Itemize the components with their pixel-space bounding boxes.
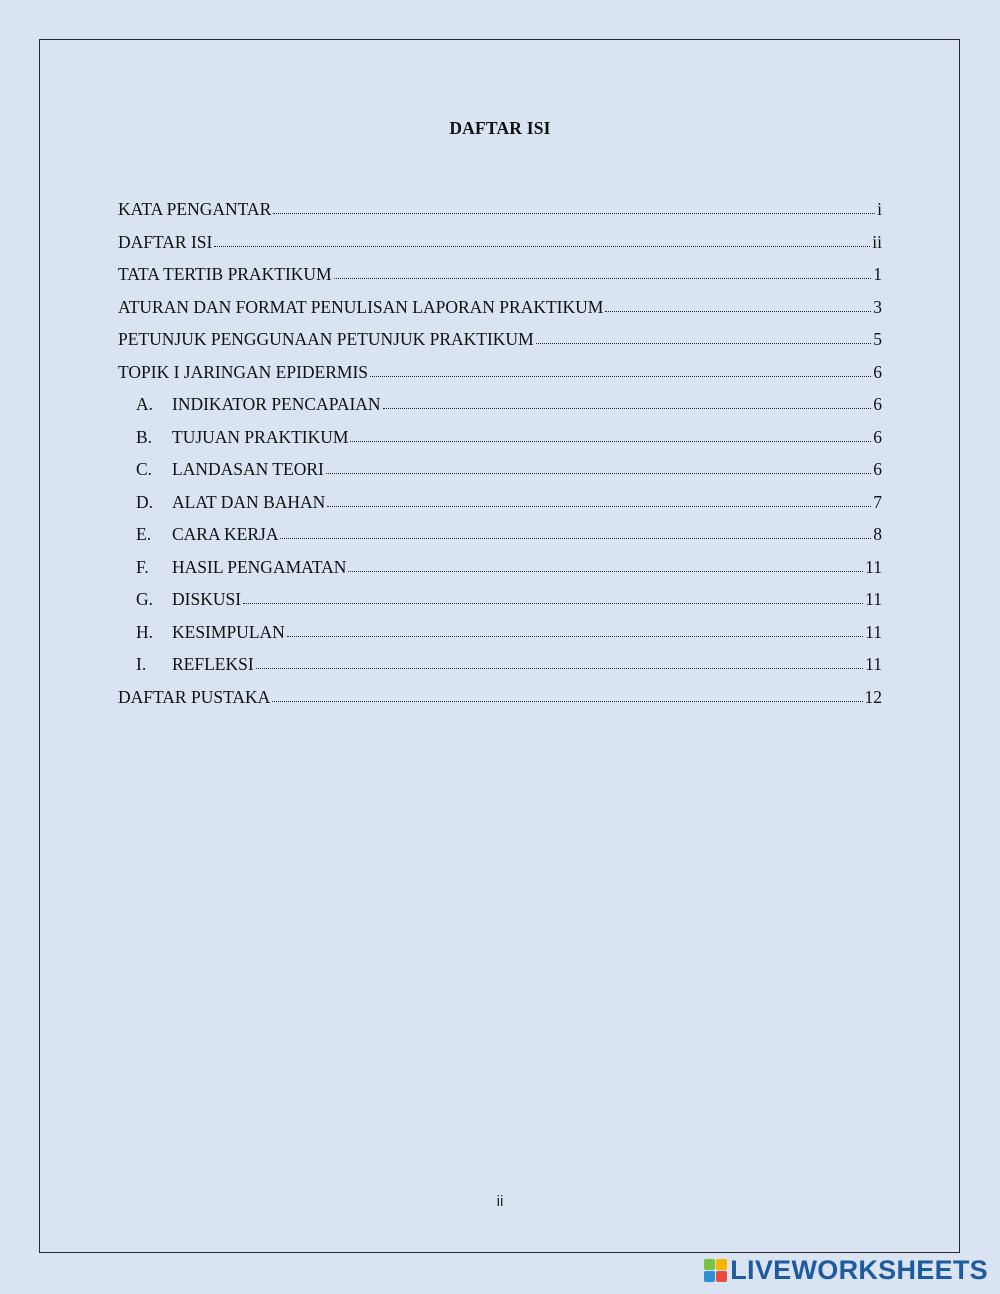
toc-entry[interactable] [118,618,882,651]
toc-entry-title: CARA KERJA [172,524,279,544]
toc-entry-letter: E. [136,524,152,544]
toc-dot-leader [243,589,863,605]
toc-entry[interactable] [118,293,882,326]
toc-dot-leader [605,297,871,313]
toc-entry[interactable] [118,358,882,391]
toc-entry-title: REFLEKSI [172,654,254,674]
toc-entry[interactable] [118,423,882,456]
toc-entry-title: PETUNJUK PENGGUNAAN PETUNJUK PRAKTIKUM [118,329,534,349]
toc-entry-title: KATA PENGANTAR [118,199,272,219]
toc-dot-leader [370,362,871,378]
toc-entry-page: 6 [873,361,882,382]
toc-entry-page: 11 [865,654,882,674]
toc-entry[interactable] [118,390,882,423]
toc-dot-leader [383,394,872,410]
toc-entry-title: TOPIK I JARINGAN EPIDERMIS [118,361,369,382]
toc-dot-leader [272,687,862,703]
toc-entry-title: DAFTAR PUSTAKA [118,686,271,707]
toc-dot-leader [350,427,871,443]
toc-entry[interactable] [118,585,882,618]
toc-entry-title: KESIMPULAN [172,621,285,642]
toc-entry-page: 8 [873,524,882,544]
toc-entry-letter: B. [136,426,153,447]
table-of-contents [118,195,882,715]
toc-entry-page: 6 [873,426,882,447]
toc-dot-leader [334,264,872,280]
toc-entry-page: 7 [873,491,882,512]
toc-entry[interactable] [118,650,882,683]
logo-square-l [704,1259,715,1270]
toc-entry-letter: H. [136,621,154,642]
toc-entry-title: TATA TERTIB PRAKTIKUM [118,264,332,284]
toc-dot-leader [280,524,871,540]
logo-square-e [716,1271,727,1282]
toc-entry[interactable] [118,520,882,553]
toc-dot-leader [256,654,863,670]
liveworksheets-logo[interactable] [704,1255,988,1285]
toc-entry-page: 5 [873,329,882,349]
brand-name: LIVEWORKSHEETS [730,1255,988,1285]
toc-entry[interactable] [118,325,882,358]
toc-entry[interactable] [118,455,882,488]
toc-entry-page: 1 [873,264,882,284]
toc-entry-page: 6 [873,459,882,479]
logo-square-i [716,1259,727,1270]
toc-entry-title: DAFTAR ISI [118,231,213,252]
toc-entry-page: 3 [873,296,882,317]
toc-entry-letter: C. [136,459,153,479]
toc-entry-page: 11 [865,589,882,609]
toc-dot-leader [536,329,872,345]
toc-entry[interactable] [118,553,882,586]
toc-entry-title: LANDASAN TEORI [172,459,324,479]
toc-entry[interactable] [118,228,882,261]
toc-entry-letter: D. [136,491,154,512]
toc-entry-page: ii [872,231,882,252]
toc-entry-letter: F. [136,556,149,577]
toc-entry-title: HASIL PENGAMATAN [172,556,347,577]
page-number: ii [496,1193,504,1210]
toc-dot-leader [214,232,870,248]
toc-entry-title: ATURAN DAN FORMAT PENULISAN LAPORAN PRAKTIKUM [118,296,604,317]
toc-dot-leader [327,492,871,508]
toc-entry[interactable] [118,488,882,521]
toc-entry-letter: G. [136,589,154,609]
toc-entry-title: TUJUAN PRAKTIKUM [172,426,349,447]
toc-entry-page: 6 [873,394,882,414]
toc-entry-page: 12 [864,686,882,707]
toc-dot-leader [326,459,871,475]
toc-entry[interactable] [118,260,882,293]
toc-entry-letter: I. [136,654,147,674]
logo-square-v [704,1271,715,1282]
toc-dot-leader [273,199,875,215]
toc-entry-title: ALAT DAN BAHAN [172,491,326,512]
toc-entry-page: i [877,199,882,219]
toc-entry-letter: A. [136,394,154,414]
toc-entry[interactable] [118,195,882,228]
toc-entry-title: DISKUSI [172,589,242,609]
toc-entry-title: INDIKATOR PENCAPAIAN [172,394,381,414]
toc-entry[interactable] [118,683,882,716]
toc-dot-leader [348,557,863,573]
toc-dot-leader [287,622,863,638]
liveworksheets-logo-icon [704,1259,727,1282]
toc-entry-page: 11 [865,621,882,642]
toc-entry-page: 11 [865,556,882,577]
page-title: DAFTAR ISI [449,118,551,138]
